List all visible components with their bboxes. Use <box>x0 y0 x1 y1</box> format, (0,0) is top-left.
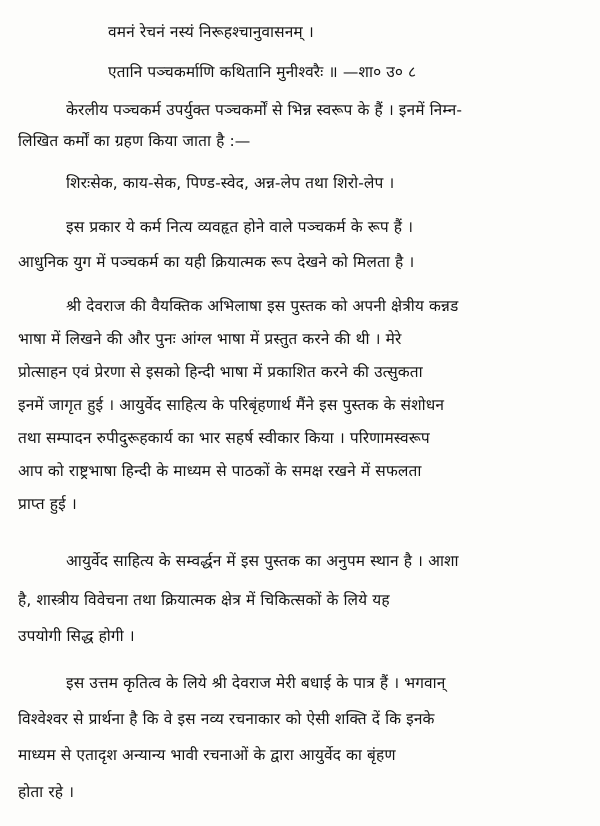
paragraph-5-line-3: उपयोगी सिद्ध होगी । <box>18 627 135 645</box>
paragraph-4-line-2: भाषा में लिखने की और पुनः आंग्ल भाषा में प्रस्तुत करने की थी । मेरे <box>18 330 402 348</box>
verse-line-1: वमनं रेचनं नस्यं निरूहश्चानुवासनम् । <box>108 23 314 41</box>
paragraph-4-line-3: प्रोत्साहन एवं प्रेरणा से इसको हिन्दी भाषा में प्रकाशित करने की उत्सुकता <box>18 363 423 381</box>
verse-line-2: एतानि पञ्चकर्माणि कथितानि मुनीश्वरैः ॥ —शा० उ० ८ <box>108 63 417 81</box>
paragraph-4-line-6: आप को राष्ट्रभाषा हिन्दी के माध्यम से पाठकों के समक्ष रखने में सफलता <box>18 462 422 480</box>
paragraph-6-line-4: होता रहे । <box>18 783 75 801</box>
paragraph-4-line-5: तथा सम्पादन रुपीदुरूहकार्य का भार सहर्ष स्वीकार किया । परिणामस्वरूप <box>18 429 430 447</box>
paragraph-3-line-1: इस प्रकार ये कर्म नित्य व्यवहृत होने वाले पञ्चकर्म के रूप हैं । <box>66 218 414 236</box>
paragraph-6-line-1: इस उत्तम कृतित्व के लिये श्री देवराज मेरी बधाई के पात्र हैं । भगवान् <box>66 674 446 692</box>
paragraph-4-line-7: प्राप्त हुई । <box>18 495 77 513</box>
paragraph-4-line-4: इनमें जागृत हुई । आयुर्वेद साहित्य के परिबृंहणार्थ मैंने इस पुस्तक के संशोधन <box>18 396 445 414</box>
paragraph-1-line-2: लिखित कर्मों का ग्रहण किया जाता है :— <box>18 132 251 150</box>
paragraph-4-line-1: श्री देवराज की वैयक्तिक अभिलाषा इस पुस्तक को अपनी क्षेत्रीय कन्नड <box>66 297 459 315</box>
paragraph-6-line-2: विश्वेश्वर से प्रार्थना है कि वे इस नव्य रचनाकार को ऐसी शक्ति दें कि इनके <box>18 710 435 728</box>
paragraph-5-line-1: आयुर्वेद साहित्य के सम्वर्द्धन में इस पुस्तक का अनुपम स्थान है । आशा <box>66 552 459 570</box>
paragraph-3-line-2: आधुनिक युग में पञ्चकर्म का यही क्रियात्मक रूप देखने को मिलता है । <box>18 253 415 271</box>
paragraph-6-line-3: माध्यम से एतादृश अन्यान्य भावी रचनाओं के द्वारा आयुर्वेद का बृंहण <box>18 746 396 764</box>
paragraph-5-line-2: है, शास्त्रीय विवेचना तथा क्रियात्मक क्षेत्र में चिकित्सकों के लिये यह <box>18 591 390 609</box>
paragraph-2-line-1: शिरःसेक, काय-सेक, पिण्ड-स्वेद, अन्न-लेप तथा शिरो-लेप । <box>66 174 395 192</box>
paragraph-1-line-1: केरलीय पञ्चकर्म उपर्युक्त पञ्चकर्मों से भिन्न स्वरूप के हैं । इनमें निम्न- <box>66 101 463 119</box>
